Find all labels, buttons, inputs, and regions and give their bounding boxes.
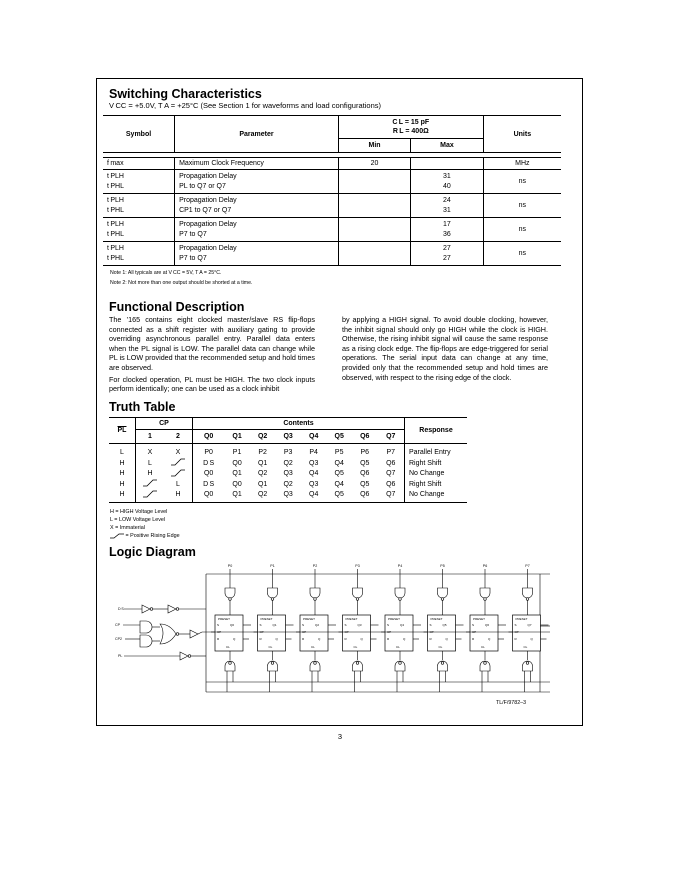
ff-s-label: S xyxy=(387,623,390,627)
q-cell: P1 xyxy=(232,449,242,457)
rising-edge-icon xyxy=(171,458,185,466)
col-min: Min xyxy=(338,139,410,153)
ff-r-label: R xyxy=(344,637,347,641)
inverter-bubble xyxy=(356,662,359,665)
col-cp1: 1 xyxy=(136,430,165,444)
ff-qbar-label: Q xyxy=(318,637,321,641)
col-cp: CP xyxy=(136,418,193,430)
ff-r-label: R xyxy=(259,637,262,641)
max-cell: 31 xyxy=(443,206,451,214)
units-cell: ns xyxy=(483,170,561,194)
col-parameter: Parameter xyxy=(175,116,339,153)
pl-cell: L xyxy=(120,449,124,457)
q-cell: Q7 xyxy=(386,491,396,499)
units-cell: MHz xyxy=(483,158,561,170)
load-rl: R L = 400Ω xyxy=(392,128,429,135)
q-cell: Q6 xyxy=(386,480,396,488)
ff-s-label: S xyxy=(259,623,262,627)
q-cell: Q1 xyxy=(257,480,268,488)
inverter-bubble xyxy=(229,662,232,665)
ff-s-label: S xyxy=(217,623,220,627)
p-label: P7 xyxy=(525,564,530,568)
functional-title: Functional Description xyxy=(109,300,245,314)
ff-cl-label: CL xyxy=(226,645,230,649)
cp2-cell: X xyxy=(175,449,181,457)
ff-cl-label: CL xyxy=(523,645,528,649)
ff-preset-label: PRESET xyxy=(388,617,401,621)
ff-s-label: S xyxy=(472,623,475,627)
parameter-cell: P7 to Q7 xyxy=(179,230,207,238)
units-cell: ns xyxy=(483,218,561,242)
max-cell: 17 xyxy=(443,220,451,228)
ff-cl-label: CL xyxy=(481,645,485,649)
col-cp2: 2 xyxy=(164,430,193,444)
q-cell: Q3 xyxy=(283,491,293,499)
ff-cp-label: CP xyxy=(302,630,307,634)
inverter-bubble xyxy=(441,598,444,601)
pl-cell: H xyxy=(119,491,125,499)
col-q: Q6 xyxy=(352,430,378,444)
nand-gate-top xyxy=(225,588,235,598)
ff-qbar-label: Q xyxy=(488,637,491,641)
input-pl-label: PL xyxy=(118,654,123,658)
ff-q-label: Q5 xyxy=(442,623,447,627)
ff-preset-label: PRESET xyxy=(260,617,273,621)
ff-cl-label: CL xyxy=(353,645,358,649)
input-cp1-label: CP xyxy=(115,623,120,627)
q-cell: P5 xyxy=(334,449,344,457)
legend-item: X = Immaterial xyxy=(110,525,145,531)
q-cell: Q3 xyxy=(309,480,319,488)
parameter-cell: Maximum Clock Frequency xyxy=(175,158,339,170)
parameter-cell: P7 to Q7 xyxy=(179,254,207,262)
cp2-cell xyxy=(164,458,193,469)
ff-cp-label: CP xyxy=(472,630,477,634)
symbol-cell: t PHL xyxy=(107,182,124,190)
ff-cp-label: CP xyxy=(217,630,222,634)
ff-cl-label: CL xyxy=(311,645,315,649)
rising-edge-icon xyxy=(143,490,157,498)
q-cell: P2 xyxy=(258,449,267,457)
inverter-bubble xyxy=(484,598,487,601)
ff-q-label: Q2 xyxy=(315,623,320,627)
buffer-icon xyxy=(180,652,188,660)
nand-gate-top xyxy=(310,588,320,598)
symbol-cell: t PHL xyxy=(107,206,124,214)
q-cell: Q6 xyxy=(386,459,396,467)
table-row xyxy=(109,479,467,490)
functional-paragraph: For clocked operation, PL must be HIGH. The two clock inputs perform identically; one can be used as a clock inhibit xyxy=(109,374,315,394)
ff-r-label: R xyxy=(429,637,432,641)
parameter-cell: Propagation Delay xyxy=(179,196,237,204)
ff-qbar-label: Q xyxy=(403,637,406,641)
symbol-cell: t PLH xyxy=(107,196,124,204)
inverter-bubble xyxy=(188,655,191,658)
p-label: P4 xyxy=(397,564,403,568)
table-row xyxy=(109,469,467,480)
cp1-cell xyxy=(136,490,165,501)
nand-gate-top xyxy=(268,588,278,598)
ff-cl-label: CL xyxy=(438,645,443,649)
ff-s-label: S xyxy=(344,623,347,627)
table-row xyxy=(103,242,561,266)
q-cell: P7 xyxy=(386,449,396,457)
q-cell: P4 xyxy=(309,449,318,457)
q-cell: P6 xyxy=(360,449,370,457)
q-cell: Q5 xyxy=(334,470,344,478)
ff-r-label: R xyxy=(514,637,517,641)
truth-title: Truth Table xyxy=(109,400,176,414)
nand-gate-top xyxy=(438,588,448,598)
q-cell: Q5 xyxy=(360,480,370,488)
rising-edge-icon xyxy=(171,469,185,477)
table-row xyxy=(103,218,561,242)
pl-cell: H xyxy=(119,459,125,467)
rising-edge-icon xyxy=(110,533,124,539)
truth-table xyxy=(109,417,467,503)
parameter-cell: CP1 to Q7 or Q7 xyxy=(179,206,232,214)
response-cell: Parallel Entry xyxy=(405,448,468,459)
switching-title: Switching Characteristics xyxy=(109,87,262,101)
max-cell: 24 xyxy=(443,196,451,204)
inverter-bubble xyxy=(314,662,317,665)
buffer-icon xyxy=(142,605,150,613)
cp2-cell xyxy=(164,469,193,480)
col-units: Units xyxy=(483,116,561,153)
p-label: P3 xyxy=(355,564,360,568)
units-cell: ns xyxy=(483,242,561,266)
ff-r-label: R xyxy=(472,637,475,641)
inverter-bubble xyxy=(399,662,402,665)
q-cell: Q2 xyxy=(283,480,293,488)
q-cell: Q2 xyxy=(257,470,268,478)
ff-preset-label: PRESET xyxy=(515,617,528,621)
inverter-bubble xyxy=(271,662,274,665)
ff-s-label: S xyxy=(514,623,517,627)
ff-s-label: S xyxy=(429,623,432,627)
inverter-bubble xyxy=(356,598,359,601)
response-cell: Right Shift xyxy=(405,479,468,490)
col-q: Q3 xyxy=(275,430,301,444)
cp2-cell: L xyxy=(176,480,180,488)
inverter-bubble xyxy=(484,662,487,665)
col-max: Max xyxy=(411,139,484,153)
table-row xyxy=(109,448,467,459)
switching-conditions: V CC = +5.0V, T A = +25°C (See Section 1 for waveforms and load configurations) xyxy=(109,101,381,110)
q-cell: Q5 xyxy=(334,491,344,499)
pl-label: $\overline{PL}$ xyxy=(117,427,127,434)
symbol-cell: t PLH xyxy=(107,220,124,228)
page-number: 3 xyxy=(337,732,343,741)
ff-r-label: R xyxy=(387,637,390,641)
min-cell: 20 xyxy=(338,158,410,170)
ff-preset-label: PRESET xyxy=(430,617,443,621)
q-cell: Q4 xyxy=(334,480,344,488)
cp2-cell: H xyxy=(175,491,181,499)
switching-table xyxy=(103,115,561,266)
inverter-bubble xyxy=(150,608,153,611)
rising-edge-icon xyxy=(143,479,157,487)
note-2: Note 2: Not more than one output should be shorted at a time. xyxy=(110,280,253,286)
max-cell: 36 xyxy=(443,230,451,238)
ff-qbar-label: Q xyxy=(530,637,533,641)
functional-paragraph: by applying a HIGH signal. To avoid double clocking, however, the inhibit signal should only go HIGH while the clock is HIGH. Otherwise, the rising inhibit signal will cause the same response as a rising clock edge. The flip-flops are edge-triggered for serial operations. The serial input data can change at any time, provided only that the recommended setup and hold times are observed, with respect to the rising edge of the clock. xyxy=(342,315,548,382)
ff-q-label: Q3 xyxy=(357,623,362,627)
p-label: P5 xyxy=(440,564,445,568)
col-q: Q5 xyxy=(326,430,352,444)
legend-item xyxy=(110,532,180,540)
ff-s-label: S xyxy=(302,623,305,627)
legend-item: L = LOW Voltage Level xyxy=(110,517,166,523)
ff-r-label: R xyxy=(217,637,220,641)
q-cell: P0 xyxy=(193,448,225,459)
figure-id: TL/F/9782–3 xyxy=(496,700,527,706)
logic-diagram xyxy=(110,560,550,700)
functional-paragraph: The ’165 contains eight clocked master/slave RS flip-flops connected as a shift register with auxiliary gating to provide overriding asynchronous parallel entry. Parallel data enters when the PL signal is LOW. The parallel data can change while PL is LOW provided that the recommended setup and hold times are observed. xyxy=(109,315,315,372)
q-cell: Q2 xyxy=(257,491,268,499)
table-row xyxy=(109,458,467,469)
ff-qbar-label: Q xyxy=(445,637,448,641)
ff-cp-label: CP xyxy=(259,630,264,634)
col-symbol: Symbol xyxy=(103,116,175,153)
symbol-cell: t PLH xyxy=(107,244,124,252)
q-cell: Q4 xyxy=(309,470,319,478)
symbol-cell: t PLH xyxy=(107,172,124,180)
ff-q-label: Q0 xyxy=(230,623,235,627)
max-cell: 40 xyxy=(443,182,451,190)
max-cell: 27 xyxy=(443,254,451,262)
q-cell: Q0 xyxy=(232,480,242,488)
q-cell: Q6 xyxy=(360,470,370,478)
col-q: Q2 xyxy=(250,430,276,444)
ff-cp-label: CP xyxy=(344,630,349,634)
ff-cp-label: CP xyxy=(429,630,434,634)
legend-rising-edge-text: = Positive Rising Edge xyxy=(125,533,180,539)
table-row xyxy=(103,194,561,218)
parameter-cell: Propagation Delay xyxy=(179,172,237,180)
inverter-bubble xyxy=(441,662,444,665)
ff-preset-label: PRESET xyxy=(345,617,358,621)
nand-gate-top xyxy=(353,588,363,598)
buffer-icon xyxy=(168,605,176,613)
cp1-cell: H xyxy=(136,469,165,480)
max-cell: 27 xyxy=(443,244,451,252)
p-label: P6 xyxy=(482,564,488,568)
ff-qbar-label: Q xyxy=(360,637,363,641)
p-label: P0 xyxy=(227,564,233,568)
input-cp2-label: CP2 xyxy=(115,637,122,641)
ff-cl-label: CL xyxy=(268,645,273,649)
parameter-cell: PL to Q7 or Q7 xyxy=(179,182,226,190)
q-cell: Q3 xyxy=(283,470,293,478)
or-gate-icon xyxy=(160,624,176,644)
buffer-icon xyxy=(190,630,198,638)
q-cell: Q3 xyxy=(309,459,319,467)
q-cell: Q1 xyxy=(232,491,242,499)
inverter-bubble xyxy=(271,598,274,601)
truth-legend xyxy=(110,508,180,540)
q-cell: Q1 xyxy=(257,459,268,467)
parameter-cell: Propagation Delay xyxy=(179,244,237,252)
clock-wire xyxy=(198,632,202,634)
ff-preset-label: PRESET xyxy=(303,617,316,621)
ff-qbar-label: Q xyxy=(275,637,278,641)
q-cell: D S xyxy=(193,479,225,490)
ff-q-label: Q1 xyxy=(272,623,277,627)
q-cell: P3 xyxy=(283,449,293,457)
ff-cp-label: CP xyxy=(514,630,519,634)
q-cell: Q7 xyxy=(386,470,396,478)
q-cell: D S xyxy=(193,458,225,469)
response-cell: No Change xyxy=(405,469,468,480)
col-contents: Contents xyxy=(193,418,405,430)
p-label: P2 xyxy=(312,564,318,568)
table-row xyxy=(109,490,467,501)
ff-preset-label: PRESET xyxy=(473,617,486,621)
q-cell: Q0 xyxy=(232,459,242,467)
ff-q-label: Q7 xyxy=(527,623,532,627)
p-label: P1 xyxy=(270,564,275,568)
ff-preset-label: PRESET xyxy=(218,617,231,621)
ff-q-label: Q6 xyxy=(485,623,490,627)
col-q: Q7 xyxy=(378,430,405,444)
q-cell: Q0 xyxy=(193,469,225,480)
nand-gate-top xyxy=(523,588,533,598)
functional-left-column xyxy=(109,315,315,396)
response-cell: Right Shift xyxy=(405,458,468,469)
q-cell: Q4 xyxy=(309,491,319,499)
inverter-bubble xyxy=(176,608,179,611)
inverter-bubble xyxy=(526,598,529,601)
ff-qbar-label: Q xyxy=(233,637,236,641)
col-q: Q1 xyxy=(224,430,250,444)
q-cell: Q1 xyxy=(232,470,242,478)
col-q: Q4 xyxy=(301,430,327,444)
inverter-bubble xyxy=(229,598,232,601)
max-cell: 31 xyxy=(443,172,451,180)
units-cell: ns xyxy=(483,194,561,218)
q-cell: Q6 xyxy=(360,491,370,499)
q-cell: Q2 xyxy=(283,459,293,467)
functional-right-column xyxy=(342,315,548,384)
ff-r-label: R xyxy=(302,637,305,641)
q-cell: Q4 xyxy=(334,459,344,467)
legend-item: H = HIGH Voltage Level xyxy=(110,509,168,515)
q-cell: Q0 xyxy=(193,490,225,501)
ff-cl-label: CL xyxy=(396,645,400,649)
cp1-cell xyxy=(136,479,165,490)
parameter-cell: Propagation Delay xyxy=(179,220,237,228)
note-1: Note 1: All typicals are at V CC = 5V, T A = 25°C. xyxy=(110,270,222,276)
nor-gate-icon xyxy=(140,621,152,633)
col-pl xyxy=(109,418,136,444)
inverter-bubble xyxy=(399,598,402,601)
inverter-bubble xyxy=(526,662,529,665)
inverter-bubble xyxy=(176,633,179,636)
pl-cell: H xyxy=(119,480,125,488)
cp1-cell: L xyxy=(136,458,165,469)
load-cl: C L = 15 pF xyxy=(392,119,430,126)
input-ds-label: D S xyxy=(118,607,124,611)
ff-cp-label: CP xyxy=(387,630,392,634)
table-row xyxy=(103,158,561,170)
col-response: Response xyxy=(405,418,468,444)
nand-gate-top xyxy=(480,588,490,598)
q-cell: Q5 xyxy=(360,459,370,467)
ff-q-label: Q4 xyxy=(400,623,405,627)
symbol-cell: f max xyxy=(107,160,124,167)
col-q: Q0 xyxy=(193,430,225,444)
cp1-cell: X xyxy=(136,448,165,459)
symbol-cell: t PHL xyxy=(107,254,124,262)
nor-gate-icon xyxy=(140,635,152,647)
pl-cell: H xyxy=(119,470,125,478)
response-cell: No Change xyxy=(405,490,468,501)
inverter-bubble xyxy=(314,598,317,601)
nand-gate-top xyxy=(395,588,405,598)
symbol-cell: t PHL xyxy=(107,230,124,238)
table-row xyxy=(103,170,561,194)
logic-title: Logic Diagram xyxy=(109,545,196,559)
col-load xyxy=(338,116,483,139)
